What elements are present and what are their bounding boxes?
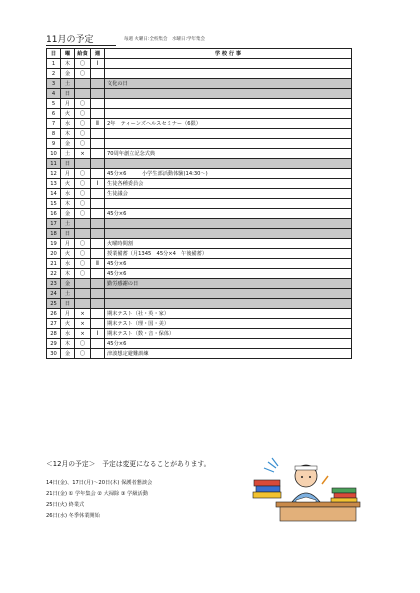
meal-cell: × (75, 329, 91, 339)
week-cell (91, 269, 105, 279)
schedule-row (47, 159, 352, 169)
december-item: 14日(金)、17日(月)～20日(木) 保護者懇談会 (46, 480, 153, 486)
day-cell: 日 (61, 159, 75, 169)
week-cell: Ⅰ (91, 59, 105, 69)
schedule-row (47, 109, 352, 119)
event-cell: 生徒議会 (105, 189, 352, 199)
meal-cell: 〇 (75, 99, 91, 109)
schedule-row (47, 129, 352, 139)
day-cell: 土 (61, 79, 75, 89)
week-cell (91, 79, 105, 89)
week-cell (91, 149, 105, 159)
meal-cell: 〇 (75, 259, 91, 269)
week-cell (91, 129, 105, 139)
meal-cell: 〇 (75, 189, 91, 199)
event-cell (105, 289, 352, 299)
schedule-row (47, 149, 352, 159)
event-cell (105, 59, 352, 69)
date-cell: 17 (47, 219, 61, 229)
day-cell: 日 (61, 229, 75, 239)
date-cell: 9 (47, 139, 61, 149)
event-cell (105, 159, 352, 169)
day-cell: 木 (61, 199, 75, 209)
week-cell (91, 299, 105, 309)
schedule-row (47, 209, 352, 219)
meal-cell: 〇 (75, 339, 91, 349)
date-cell: 26 (47, 309, 61, 319)
event-cell (105, 109, 352, 119)
day-cell: 土 (61, 219, 75, 229)
page-title (46, 32, 93, 45)
december-list (46, 478, 152, 522)
day-cell: 金 (61, 209, 75, 219)
event-cell (105, 219, 352, 229)
day-cell: 火 (61, 249, 75, 259)
schedule-table (46, 48, 352, 359)
meal-cell: × (75, 309, 91, 319)
december-item: 26日(水) 冬季休業開始 (46, 513, 100, 519)
schedule-row (47, 199, 352, 209)
schedule-row (47, 169, 352, 179)
week-cell (91, 309, 105, 319)
meal-cell (75, 219, 91, 229)
day-cell: 火 (61, 179, 75, 189)
event-cell: 勤労感謝の日 (105, 279, 352, 289)
schedule-row (47, 69, 352, 79)
date-cell: 19 (47, 239, 61, 249)
date-cell: 4 (47, 89, 61, 99)
meal-cell (75, 279, 91, 289)
date-cell: 29 (47, 339, 61, 349)
date-cell: 21 (47, 259, 61, 269)
meal-cell: 〇 (75, 129, 91, 139)
week-cell: Ⅱ (91, 119, 105, 129)
date-cell: 8 (47, 129, 61, 139)
meal-cell: 〇 (75, 249, 91, 259)
event-cell (105, 69, 352, 79)
day-cell: 月 (61, 99, 75, 109)
date-cell: 7 (47, 119, 61, 129)
event-cell: 期末テスト（数・音・保体） (105, 329, 352, 339)
meal-cell: 〇 (75, 119, 91, 129)
event-cell: 45分×6 (105, 269, 352, 279)
schedule-row (47, 329, 352, 339)
schedule-row (47, 299, 352, 309)
schedule-row (47, 289, 352, 299)
event-cell (105, 299, 352, 309)
schedule-row (47, 279, 352, 289)
schedule-row (47, 349, 352, 359)
header-week: 週 (91, 49, 105, 59)
day-cell: 土 (61, 289, 75, 299)
date-cell: 27 (47, 319, 61, 329)
schedule-row (47, 229, 352, 239)
schedule-row (47, 259, 352, 269)
event-cell: 授業備蓄（月1345 45分×4 午後備蓄） (105, 249, 352, 259)
schedule-row (47, 189, 352, 199)
studying-student-illustration (248, 454, 368, 524)
meal-cell: 〇 (75, 59, 91, 69)
day-cell: 水 (61, 259, 75, 269)
event-cell: 45分×6 (105, 339, 352, 349)
date-cell: 22 (47, 269, 61, 279)
week-cell (91, 249, 105, 259)
date-cell: 23 (47, 279, 61, 289)
week-cell: Ⅰ (91, 329, 105, 339)
meal-cell: × (75, 319, 91, 329)
meal-cell: 〇 (75, 179, 91, 189)
title-text: 11月の予定 (46, 35, 94, 45)
meal-cell: 〇 (75, 349, 91, 359)
schedule-row (47, 99, 352, 109)
schedule-row (47, 89, 352, 99)
event-cell: 45分×6 (105, 259, 352, 269)
week-cell (91, 159, 105, 169)
week-cell (91, 69, 105, 79)
week-cell (91, 199, 105, 209)
day-cell: 火 (61, 109, 75, 119)
date-cell: 6 (47, 109, 61, 119)
event-cell: 期末テスト（理・国・美） (105, 319, 352, 329)
day-cell: 木 (61, 59, 75, 69)
day-cell: 金 (61, 139, 75, 149)
event-cell (105, 139, 352, 149)
week-cell (91, 239, 105, 249)
december-item: 21日(金) ① 学年集会 ② 大掃除 ③ 学級活動 (46, 491, 148, 497)
header-meal: 給食 (75, 49, 91, 59)
date-cell: 10 (47, 149, 61, 159)
meal-cell: 〇 (75, 69, 91, 79)
schedule-row (47, 219, 352, 229)
week-cell (91, 339, 105, 349)
day-cell: 水 (61, 329, 75, 339)
event-cell (105, 129, 352, 139)
event-cell (105, 229, 352, 239)
meal-cell: 〇 (75, 209, 91, 219)
week-cell: Ⅱ (91, 259, 105, 269)
date-cell: 18 (47, 229, 61, 239)
title-underline (46, 45, 116, 46)
week-cell (91, 219, 105, 229)
day-cell: 金 (61, 69, 75, 79)
date-cell: 20 (47, 249, 61, 259)
date-cell: 11 (47, 159, 61, 169)
date-cell: 1 (47, 59, 61, 69)
date-cell: 15 (47, 199, 61, 209)
week-cell (91, 89, 105, 99)
event-cell: 45分×6 (105, 209, 352, 219)
meal-cell (75, 79, 91, 89)
event-cell (105, 199, 352, 209)
week-cell (91, 349, 105, 359)
header-date: 日 (47, 49, 61, 59)
schedule-row (47, 269, 352, 279)
header-event: 学 校 行 事 (105, 49, 352, 59)
meal-cell: 〇 (75, 239, 91, 249)
event-cell: 生徒各種委員会 (105, 179, 352, 189)
date-cell: 2 (47, 69, 61, 79)
day-cell: 月 (61, 309, 75, 319)
week-cell (91, 289, 105, 299)
day-cell: 日 (61, 89, 75, 99)
day-cell: 金 (61, 279, 75, 289)
meal-cell: 〇 (75, 169, 91, 179)
december-item: 25日(火) 終業式 (46, 502, 85, 508)
table-header-row (47, 49, 352, 59)
date-cell: 16 (47, 209, 61, 219)
schedule-row (47, 79, 352, 89)
event-cell: 津波想定避難訓練 (105, 349, 352, 359)
week-cell (91, 139, 105, 149)
week-cell (91, 169, 105, 179)
day-cell: 金 (61, 349, 75, 359)
meal-cell (75, 299, 91, 309)
meal-cell: 〇 (75, 139, 91, 149)
meal-cell: × (75, 149, 91, 159)
event-cell: 70周年創立記念式典 (105, 149, 352, 159)
meal-cell: 〇 (75, 269, 91, 279)
date-cell: 25 (47, 299, 61, 309)
schedule-row (47, 59, 352, 69)
date-cell: 14 (47, 189, 61, 199)
meal-cell: 〇 (75, 109, 91, 119)
schedule-row (47, 119, 352, 129)
meal-cell (75, 289, 91, 299)
schedule-row (47, 139, 352, 149)
date-cell: 30 (47, 349, 61, 359)
week-cell (91, 99, 105, 109)
day-cell: 火 (61, 319, 75, 329)
meal-cell (75, 159, 91, 169)
event-cell: 2年 ティーンズヘルスセミナー（6限） (105, 119, 352, 129)
date-cell: 12 (47, 169, 61, 179)
week-cell: Ⅰ (91, 179, 105, 189)
schedule-body (47, 59, 352, 359)
date-cell: 28 (47, 329, 61, 339)
schedule-row (47, 319, 352, 329)
date-cell: 24 (47, 289, 61, 299)
meal-cell (75, 229, 91, 239)
day-cell: 月 (61, 169, 75, 179)
event-cell: 文化の日 (105, 79, 352, 89)
week-cell (91, 319, 105, 329)
day-cell: 月 (61, 239, 75, 249)
week-cell (91, 109, 105, 119)
day-cell: 木 (61, 339, 75, 349)
day-cell: 水 (61, 119, 75, 129)
event-cell (105, 99, 352, 109)
schedule-row (47, 309, 352, 319)
event-cell: 期末テスト（社・英・家） (105, 309, 352, 319)
schedule-row (47, 249, 352, 259)
date-cell: 3 (47, 79, 61, 89)
week-cell (91, 189, 105, 199)
date-cell: 13 (47, 179, 61, 189)
schedule-row (47, 239, 352, 249)
day-cell: 木 (61, 269, 75, 279)
meal-cell (75, 89, 91, 99)
event-cell: 45分×6 小学生部活動体験(14:30～) (105, 169, 352, 179)
week-cell (91, 279, 105, 289)
event-cell: 火曜時間割 (105, 239, 352, 249)
day-cell: 日 (61, 299, 75, 309)
schedule-row (47, 339, 352, 349)
date-cell: 5 (47, 99, 61, 109)
meal-cell: 〇 (75, 199, 91, 209)
day-cell: 木 (61, 129, 75, 139)
schedule-row (47, 179, 352, 189)
day-cell: 水 (61, 189, 75, 199)
header-day: 曜 (61, 49, 75, 59)
week-cell (91, 209, 105, 219)
day-cell: 土 (61, 149, 75, 159)
week-cell (91, 229, 105, 239)
event-cell (105, 89, 352, 99)
header-note: 毎週 火曜日:全校集会 水曜日:学年集会 (124, 37, 205, 42)
december-title: ＜12月の予定＞ 予定は変更になることがあります。 (46, 460, 211, 468)
